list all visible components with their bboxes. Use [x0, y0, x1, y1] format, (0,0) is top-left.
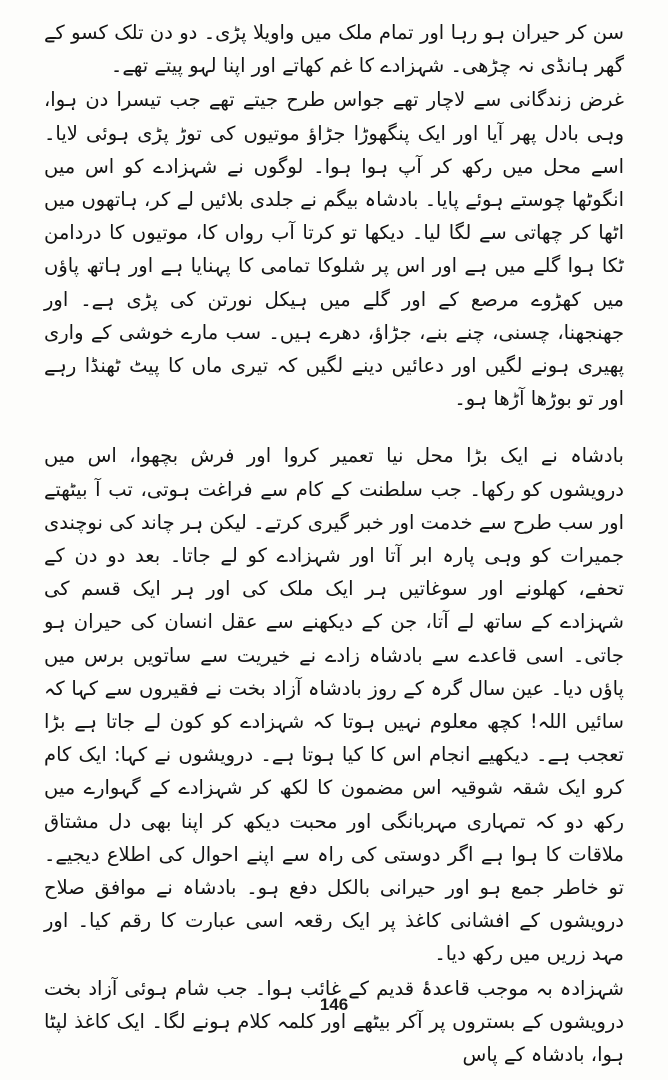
page-body-text	[44, 16, 624, 1071]
paragraph-3: بادشاہ نے ایک بڑا محل نیا تعمیر کروا اور فرش بچھوا، اس میں درویشوں کو رکھا۔ جب سلطنت کے کام سے فراغت ہوتی، تب آ بیٹھتے اور سب طرح سے خدمت اور خبر گیری کرتے۔ لیکن ہر چاند کی نوچندی جمیرات کو وہی پارہ ابر آتا اور شہزادے کو لے جاتا۔ بعد دو دن کے تحفے، کھلونے اور سوغاتیں ہر ایک ملک کی اور ہر ایک قسم کی شہزادے کے ساتھ لے آتا، جن کے دیکھنے سے عقل انسان کی حیران ہو جاتی۔ اسی قاعدے سے بادشاہ زادے نے خیریت سے ساتویں برس میں پاؤں دیا۔ عین سال گرہ کے روز بادشاہ آزاد بخت نے فقیروں سے کہا کہ سائیں اللہ! کچھ معلوم نہیں ہوتا کہ شہزادے کو کون لے جاتا ہے بڑا تعجب ہے۔ دیکھیے انجام اس کا کیا ہوتا ہے۔ درویشوں نے کہا: ایک کام کرو ایک شقہ شوقیہ اس مضمون کا لکھ کر شہزادے کے گہوارے میں رکھ دو کہ تمہاری مہربانگی اور محبت دیکھ کر اپنا بھی دل مشتاق ملاقات کا ہوا ہے اگر دوستی کی راہ سے اپنے احوال کی اطلاع دیجیے۔ تو خاطر جمع ہو اور حیرانی بالکل دفع ہو۔ بادشاہ نے موافق صلاح درویشوں کے افشانی کاغذ پر ایک رقعہ اسی عبارت کا رقم کیا۔ اور مہد زریں میں رکھ دیا۔	[44, 444, 624, 966]
paragraph-2: غرض زندگانی سے لاچار تھے جواس طرح جیتے تھے جب تیسرا دن ہوا، وہی بادل پھر آیا اور ایک پنگھوڑا جڑاؤ موتیوں کی توڑ پڑی ہوئی لایا۔ اسے محل میں رکھ کر آپ ہوا ہوا۔ لوگوں نے شہزادے کو اس میں انگوٹھا چوستے ہوئے پایا۔ بادشاہ بیگم نے جلدی بلائیں لے کر، ہاتھوں میں اٹھا کر چھاتی سے لگا لیا۔ دیکھا تو کرتا آب رواں کا، موتیوں کا دردامن ٹکا ہوا گلے میں ہے اور اس پر شلوکا تمامی کا پہنایا ہے اور ہاتھ پاؤں میں کھڑوے مرصع کے اور گلے میں ہیکل نورتن کی پڑی ہے۔ اور جھنجھنا، چسنی، چنے بنے، جڑاؤ، دھرے ہیں۔ سب مارے خوشی کے واری پھیری ہونے لگیں اور دعائیں دینے لگیں کہ تیری ماں کا پیٹ ٹھنڈا رہے اور تو بوڑھا آڑھا ہو۔	[44, 88, 624, 411]
page-number: 146	[319, 995, 349, 1014]
paragraph-4: شہزادہ بہ موجب قاعدۂ قدیم کے غائب ہوا۔ جب شام ہوئی آزاد بخت درویشوں کے بستروں پر آکر بیٹھے اور کلمہ کلام ہونے لگا۔ ایک کاغذ لپٹا ہوا، بادشاہ کے پاس	[44, 976, 624, 1067]
paragraph-1: سن کر حیران ہو رہا اور تمام ملک میں واویلا پڑی۔ دو دن تلک کسو کے گھر ہانڈی نہ چڑھی۔ شہزادے کا غم کھاتے اور اپنا لہو پیتے تھے۔	[44, 21, 624, 78]
